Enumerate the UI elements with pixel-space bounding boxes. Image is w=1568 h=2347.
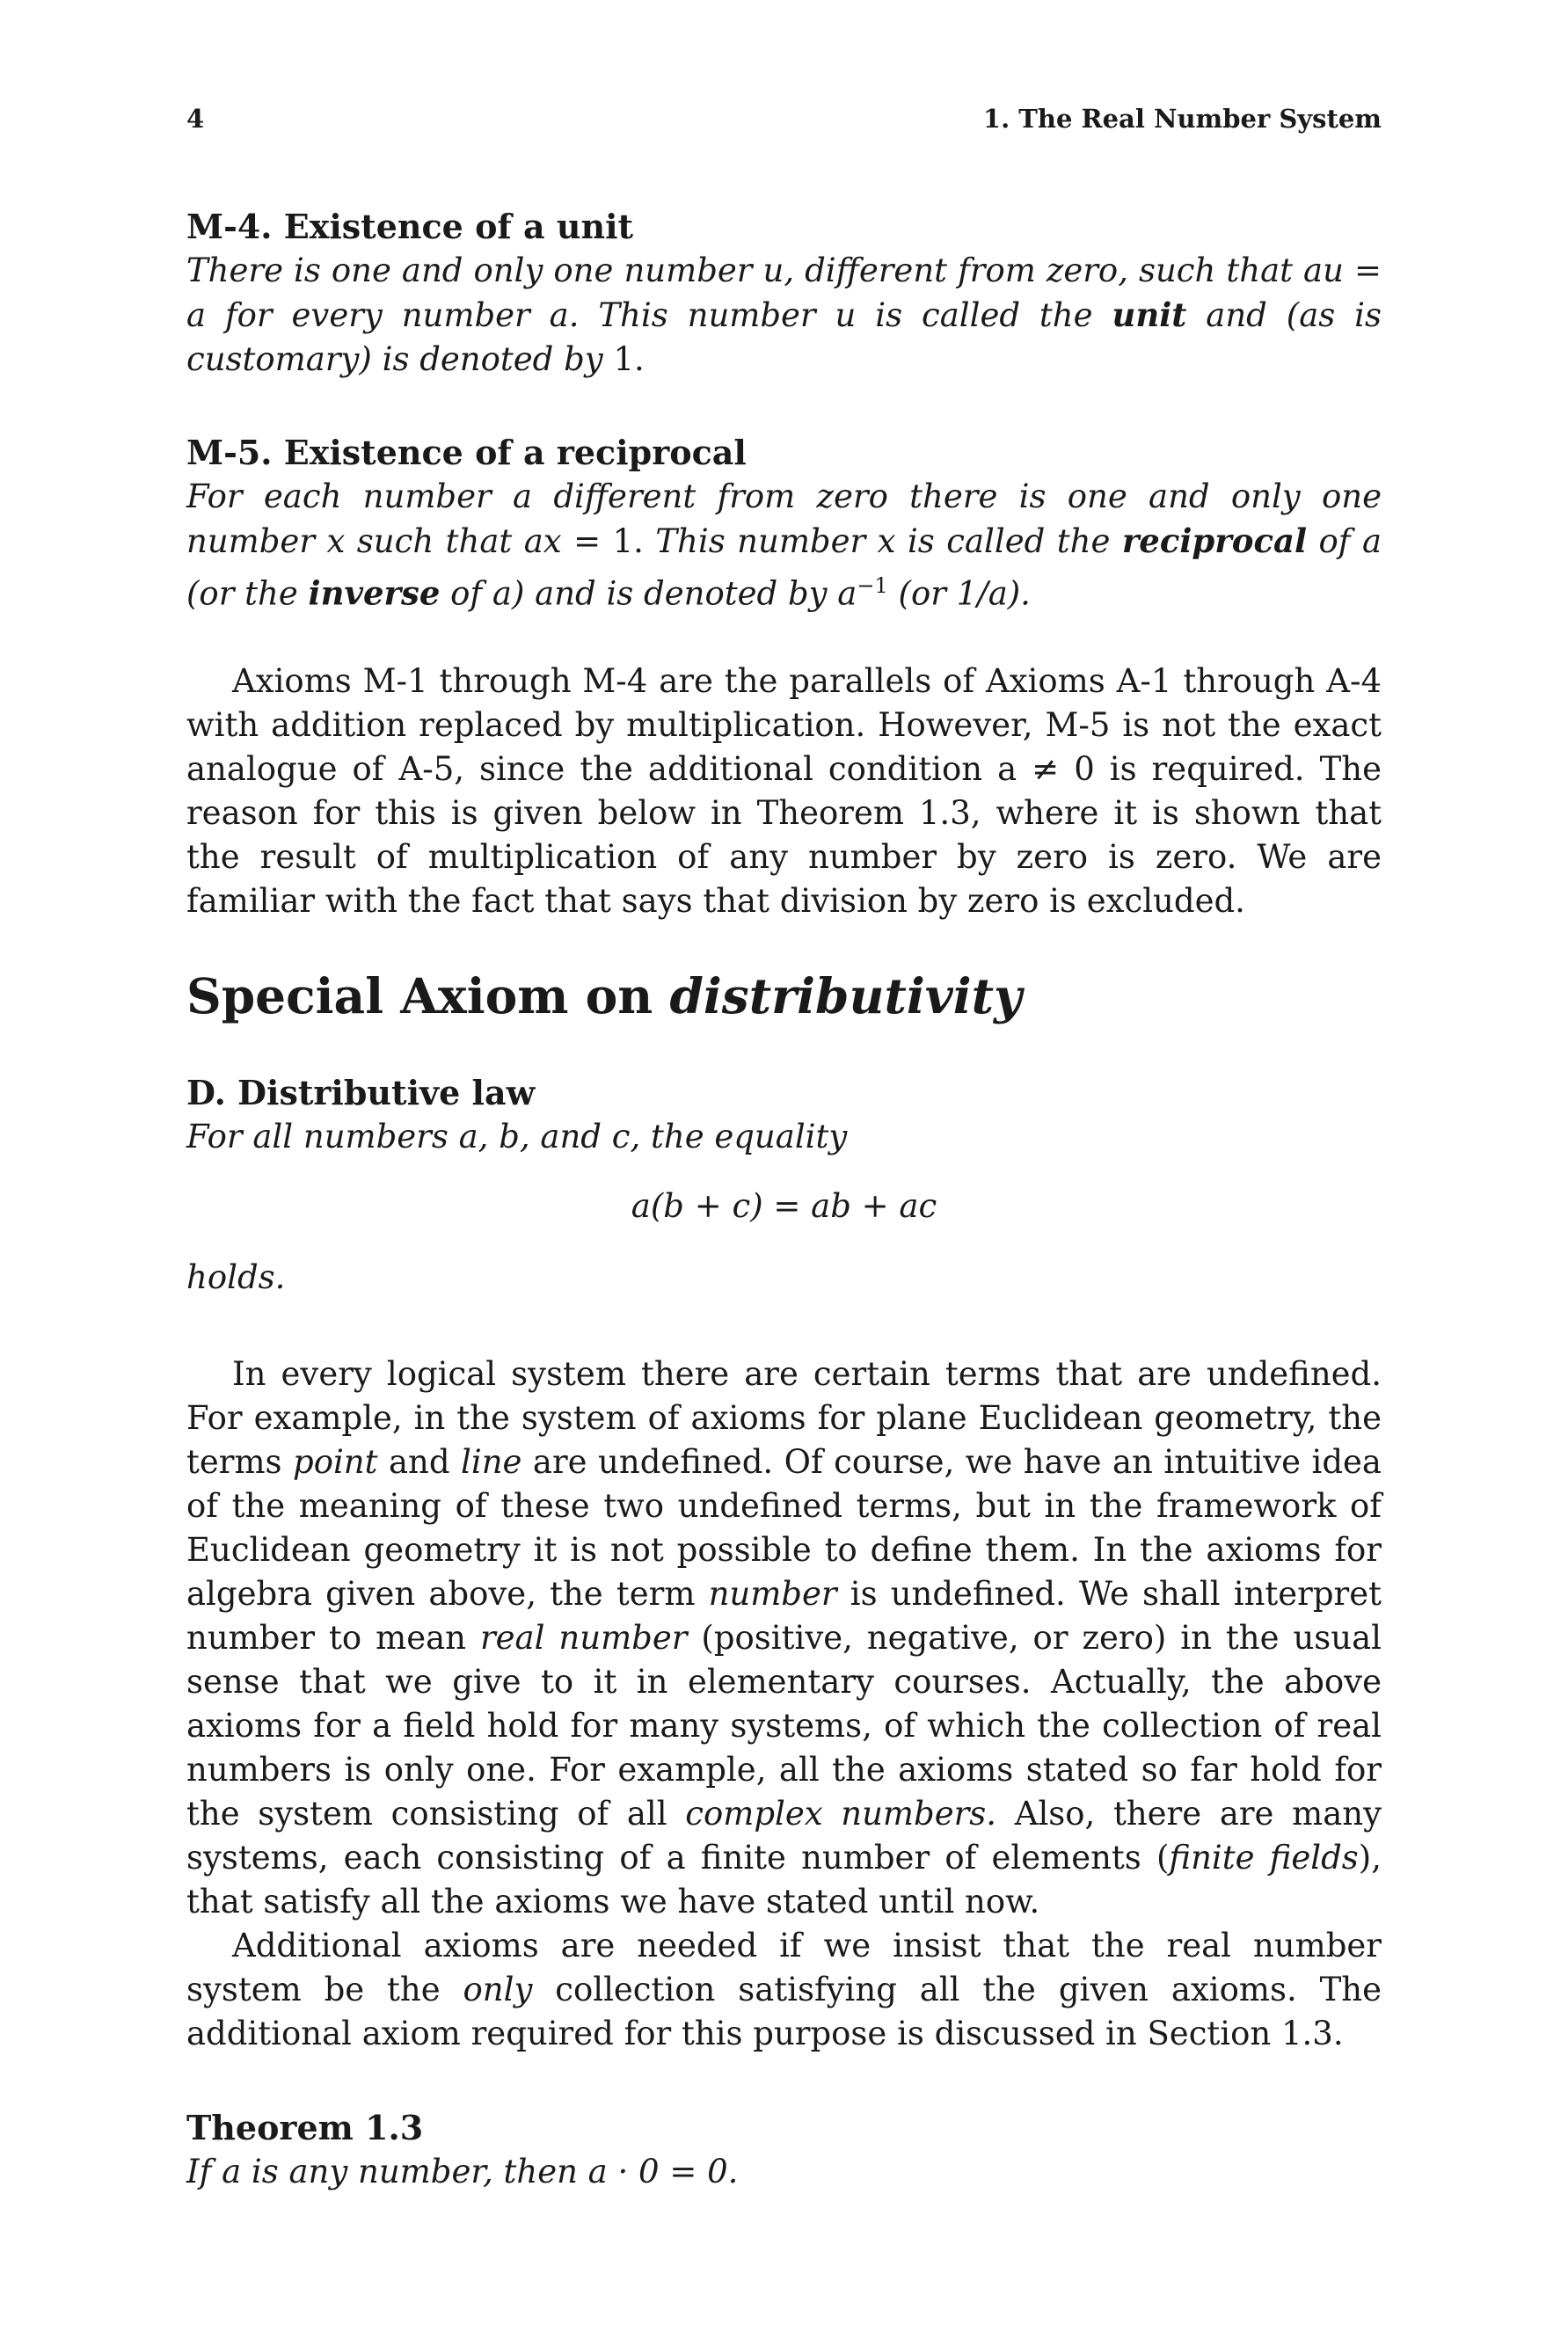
chapter-title: 1. The Real Number System (982, 104, 1382, 134)
term-unit: unit (1112, 295, 1187, 334)
axiom-m4-heading: M-4. Existence of a unit (186, 207, 634, 246)
axiom-m5-body: For each number a different from zero there is one and only one number x such that ax = 1. This number x is called the reciprocal of a (or the inverse of a) and is denoted by $a^{-1}$ (or 1/a). (186, 477, 1382, 613)
running-head (186, 104, 1382, 139)
axiom-m4-body: There is one and only one number u, different from zero, such that au = a for every number a. This number u is called the unit and (as is customary) is denoted by 1. (186, 251, 1382, 378)
axiom-m5 (186, 431, 1382, 616)
axiom-m4 (186, 205, 1382, 382)
term-inverse: inverse (308, 573, 441, 613)
distributive-law-statement: For all numbers a, b, and c, the equality (186, 1118, 848, 1155)
page-number: 4 (186, 104, 205, 134)
paragraph-axioms-comparison: Axioms M-1 through M-4 are the parallels of Axioms A-1 through A-4 with addition replaced by multiplication. However, M-5 is not the exact analogue of A-5, since the additional condition a ≠ 0 is required. The reason for this is given below in Theorem 1.3, where it is shown that the result of multiplication of any number by zero is zero. We are familiar with the fact that says that division by zero is excluded. (186, 662, 1382, 920)
distributive-law-heading: D. Distributive law (186, 1073, 536, 1112)
axiom-m5-heading: M-5. Existence of a reciprocal (186, 433, 747, 472)
paragraph-undefined-terms: In every logical system there are certain terms that are undefined. For example, in the system of axioms for plane Euclidean geometry, the terms point and line are undefined. Of course, we have an intuitive idea of the meaning of these two undefined terms, but in the framework of Euclidean geometry it is not possible to define them. In the axioms for algebra given above, the term number is undefined. We shall interpret number to mean real number (positive, negative, or zero) in the usual sense that we give to it in elementary courses. Actually, the above axioms for a field hold for many systems, of which the collection of real numbers is only one. For example, all the axioms stated so far hold for the system consisting of all complex numbers. Also, there are many systems, each consisting of a finite number of elements (finite fields), that satisfy all the axioms we have stated until now. (186, 1355, 1382, 1921)
section-heading: Special Axiom on distributivity (186, 967, 1022, 1024)
theorem-heading: Theorem 1.3 (186, 2108, 424, 2147)
distributive-equation: a(b + c) = ab + ac (631, 1187, 937, 1225)
distributive-law-holds: holds. (186, 1258, 286, 1296)
theorem-1-3 (186, 2106, 1382, 2194)
paragraph-additional-axioms: Additional axioms are needed if we insist that the real number system be the only collection satisfying all the given axioms. The additional axiom required for this purpose is discussed in Section 1.3. (186, 1927, 1382, 2052)
distributive-law (186, 1071, 1382, 1159)
theorem-statement: If a is any number, then a · 0 = 0. (186, 2153, 739, 2190)
term-reciprocal: reciprocal (1121, 521, 1308, 560)
